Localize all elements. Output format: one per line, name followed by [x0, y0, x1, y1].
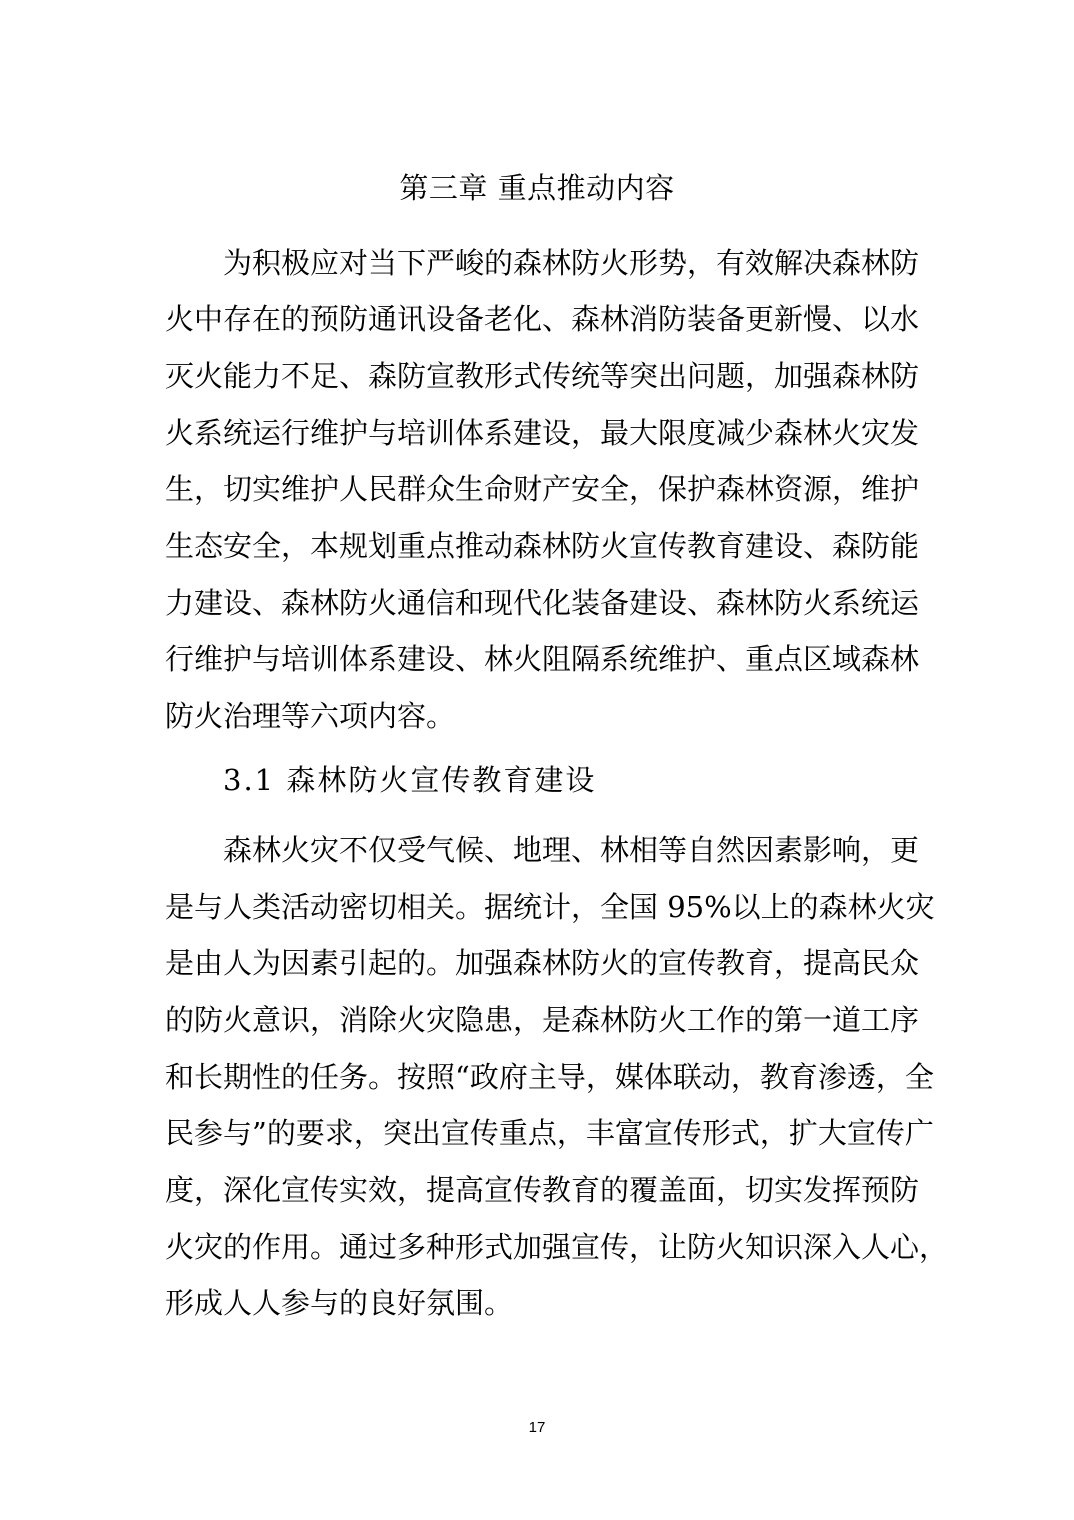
paragraph-1-line-1: 为积极应对当下严峻的森林防火形势，有效解决森林防 — [223, 246, 920, 280]
paragraph-1-line-8: 行维护与培训体系建设、林火阻隔系统维护、重点区域森林 — [165, 642, 920, 676]
paragraph-2-line-1: 森林火灾不仅受气候、地理、林相等自然因素影响，更 — [223, 833, 920, 867]
chapter-title: 第三章 重点推动内容 — [399, 171, 675, 205]
paragraph-2-line-5: 和长期性的任务。按照“政府主导，媒体联动，教育渗透，全 — [165, 1060, 934, 1094]
section-heading: 3.1 森林防火宣传教育建设 — [223, 763, 597, 797]
paragraph-1-line-3: 灭火能力不足、森防宣教形式传统等突出问题，加强森林防 — [165, 359, 920, 393]
paragraph-2-line-2: 是与人类活动密切相关。据统计，全国 95%以上的森林火灾 — [165, 890, 935, 924]
paragraph-1-line-5: 生，切实维护人民群众生命财产安全，保护森林资源，维护 — [165, 472, 920, 506]
paragraph-2-line-4: 的防火意识，消除火灾隐患，是森林防火工作的第一道工序 — [165, 1003, 920, 1037]
paragraph-1-line-9: 防火治理等六项内容。 — [165, 699, 456, 733]
paragraph-2-line-7: 度，深化宣传实效，提高宣传教育的覆盖面，切实发挥预防 — [165, 1173, 920, 1207]
paragraph-1-line-6: 生态安全，本规划重点推动森林防火宣传教育建设、森防能 — [165, 529, 920, 563]
page-number: 17 — [528, 1419, 546, 1436]
paragraph-2-line-8: 火灾的作用。通过多种形式加强宣传，让防火知识深入人心， — [165, 1230, 949, 1264]
paragraph-2-line-3: 是由人为因素引起的。加强森林防火的宣传教育，提高民众 — [165, 946, 920, 980]
paragraph-1-line-7: 力建设、森林防火通信和现代化装备建设、森林防火系统运 — [165, 586, 920, 620]
paragraph-1-line-4: 火系统运行维护与培训体系建设，最大限度减少森林火灾发 — [165, 416, 920, 450]
paragraph-2-line-6: 民参与”的要求，突出宣传重点，丰富宣传形式，扩大宣传广 — [165, 1116, 934, 1150]
paragraph-1-line-2: 火中存在的预防通讯设备老化、森林消防装备更新慢、以水 — [165, 302, 920, 336]
paragraph-2-line-9: 形成人人参与的良好氛围。 — [165, 1286, 514, 1320]
